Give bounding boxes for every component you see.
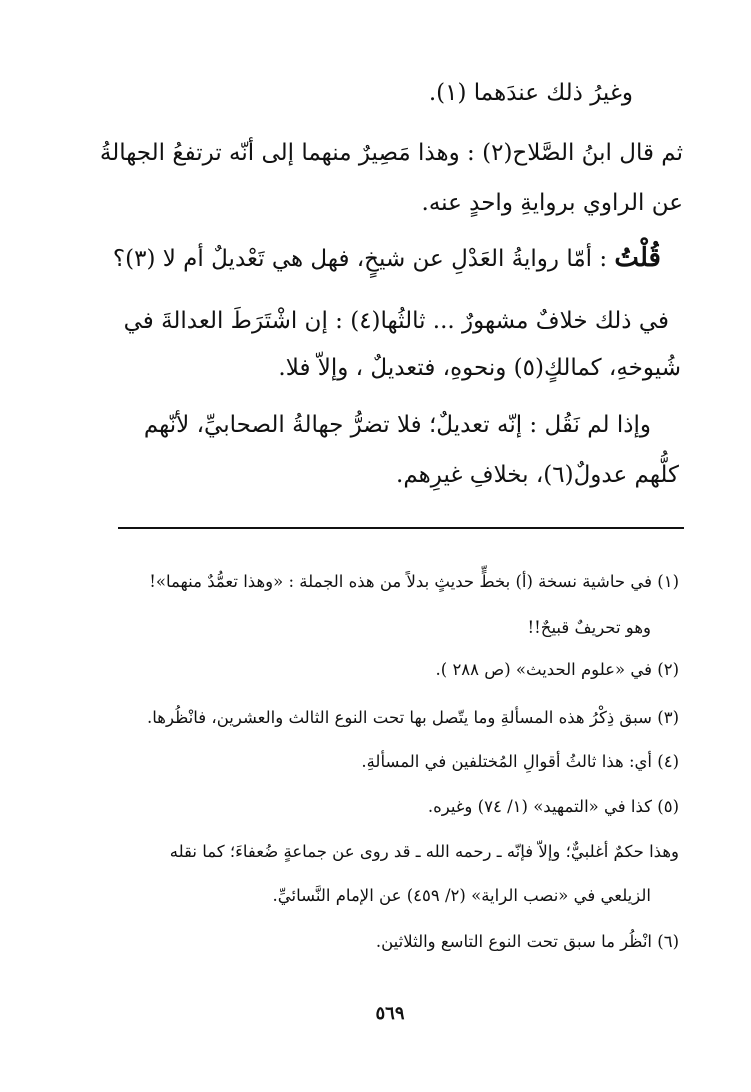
- footnote-5-line-3: الزيلعي في «نصب الراية» (٢/ ٤٥٩) عن الإمام النَّسائيِّ.: [272, 886, 651, 905]
- main-text-line-7: وإذا لم نَقُل : إنّه تعديلٌ؛ فلا تضرُّ جهالةُ الصحابيِّ، لأنّهم: [143, 412, 651, 438]
- footnote-separator: [118, 527, 684, 529]
- main-text-line-4-rest: : أمّا روايةُ العَدْلِ عن شيخٍ، فهل هي تَعْديلٌ أم لا (٣)؟: [112, 246, 608, 272]
- main-text-line-4: [113, 243, 661, 274]
- main-text-line-6: شُيوخهِ، كمالكٍ(٥) ونحوهِ، فتعديلٌ ، وإلاّ فلا.: [278, 355, 681, 381]
- footnote-1-line-2: وهو تحريفٌ قبيحٌ!!: [527, 618, 651, 637]
- footnote-5-line-2: وهذا حكمٌ أغلبيٌّ؛ وإلاّ فإنّه ـ رحمه الله ـ قد روى عن جماعةٍ ضُعفاءَ؛ كما نقله: [169, 842, 679, 861]
- main-text-line-8: كلُّهم عدولٌ(٦)، بخلافِ غيرِهم.: [396, 462, 679, 488]
- main-text-line-1: وغيرُ ذلك عندَهما (١).: [428, 80, 633, 106]
- page-number: ٥٦٩: [375, 1003, 405, 1024]
- main-text-line-5: في ذلك خلافٌ مشهورٌ ... ثالثُها(٤) : إن اشْتَرَطَ العدالةَ في: [123, 308, 669, 334]
- footnote-3: (٣) سبق ذِكْرُ هذه المسألةِ وما يتّصل بها تحت النوع الثالث والعشرين، فانْظُرها.: [147, 708, 679, 727]
- qultu-heading: قُلْتُ: [614, 243, 661, 273]
- main-text-line-3: عن الراوي بروايةِ واحدٍ عنه.: [421, 190, 683, 216]
- footnote-4: (٤) أي: هذا ثالثُ أقوالِ المُختلفين في المسألةِ.: [361, 752, 679, 771]
- footnote-1-line-1: (١) في حاشية نسخة (أ) بخطٍّ حديثٍ بدلاً من هذه الجملة : «وهذا تعمُّدٌ منهما»!: [149, 572, 679, 591]
- footnote-2: (٢) في «علوم الحديث» (ص ٢٨٨ ).: [435, 660, 679, 679]
- footnote-5-line-1: (٥) كذا في «التمهيد» (١/ ٧٤) وغيره.: [427, 797, 679, 816]
- footnote-6: (٦) انْظُر ما سبق تحت النوع التاسع والثلاثين.: [375, 932, 679, 951]
- main-text-line-2: ثم قال ابنُ الصَّلاح(٢) : وهذا مَصِيرٌ منهما إلى أنّه ترتفعُ الجهالةُ: [99, 140, 683, 166]
